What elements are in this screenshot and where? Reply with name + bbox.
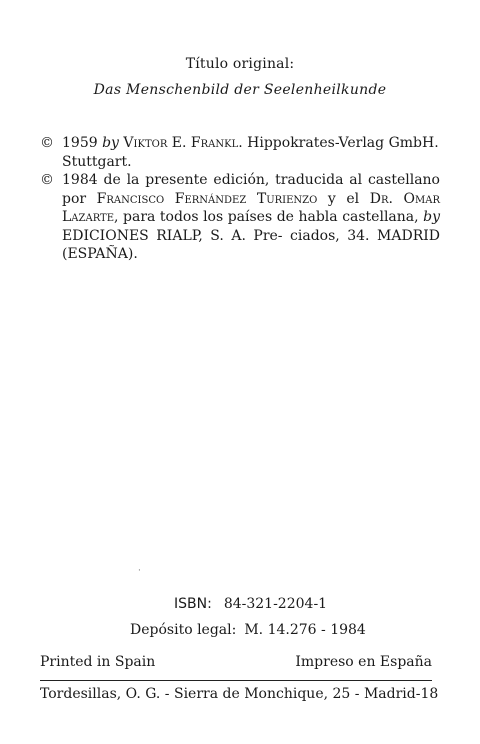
- original-title: Das Menschenbild der Seelenheilkunde: [93, 82, 387, 98]
- title-label: Título original:: [185, 56, 295, 72]
- copyright-1984: [40, 171, 440, 264]
- deposito-legal: [130, 622, 366, 638]
- publisher-address: ciados, 34. MADRID (ESPAÑA).: [62, 227, 440, 262]
- copyright-by: by: [423, 209, 441, 225]
- territory-note: para todos los países de habla: [123, 209, 338, 225]
- publisher-name: EDICIONES RIALP, S. A. Pre-: [62, 227, 283, 244]
- copyright-symbol: ©: [40, 135, 54, 151]
- translator-2: Omar Lazarte,: [62, 190, 440, 225]
- copyright-by: by: [102, 135, 119, 151]
- isbn-label: ISBN:: [174, 596, 212, 612]
- territory-note-cont: castellana,: [342, 209, 419, 225]
- printed-in: Printed in Spain: [40, 654, 156, 670]
- ink-speck: ·: [138, 566, 141, 576]
- isbn-value: 84-321-2204-1: [223, 596, 328, 612]
- y-el-word: y el: [327, 190, 360, 207]
- dr-title: Dr.: [369, 190, 393, 207]
- deposito-label: Depósito legal:: [130, 622, 237, 638]
- copyright-holder: Viktor E. Frankl.: [123, 135, 243, 151]
- translator-1: Francisco Fernández Turienzo: [96, 190, 318, 207]
- deposito-value: M. 14.276 - 1984: [244, 622, 366, 638]
- por-word: por: [62, 190, 87, 207]
- copyright-year: 1959: [62, 135, 98, 151]
- publisher-city: Stuttgart.: [62, 153, 132, 170]
- copyright-year: 1984: [62, 172, 98, 188]
- impreso-en: Impreso en España: [295, 654, 432, 670]
- isbn: [174, 596, 327, 612]
- copyright-1959-text: [62, 134, 440, 171]
- footer-divider: [40, 680, 432, 681]
- copyright-symbol: ©: [40, 172, 54, 188]
- copyright-1959: [40, 134, 440, 171]
- edition-note: de la presente edición, traducida al castellano: [103, 172, 440, 188]
- copyright-1984-text: [62, 171, 440, 264]
- printer-imprint: Tordesillas, O. G. - Sierra de Monchique, 25 - Madrid-18: [40, 686, 439, 702]
- publisher: Hippokrates-Verlag GmbH.: [247, 135, 439, 151]
